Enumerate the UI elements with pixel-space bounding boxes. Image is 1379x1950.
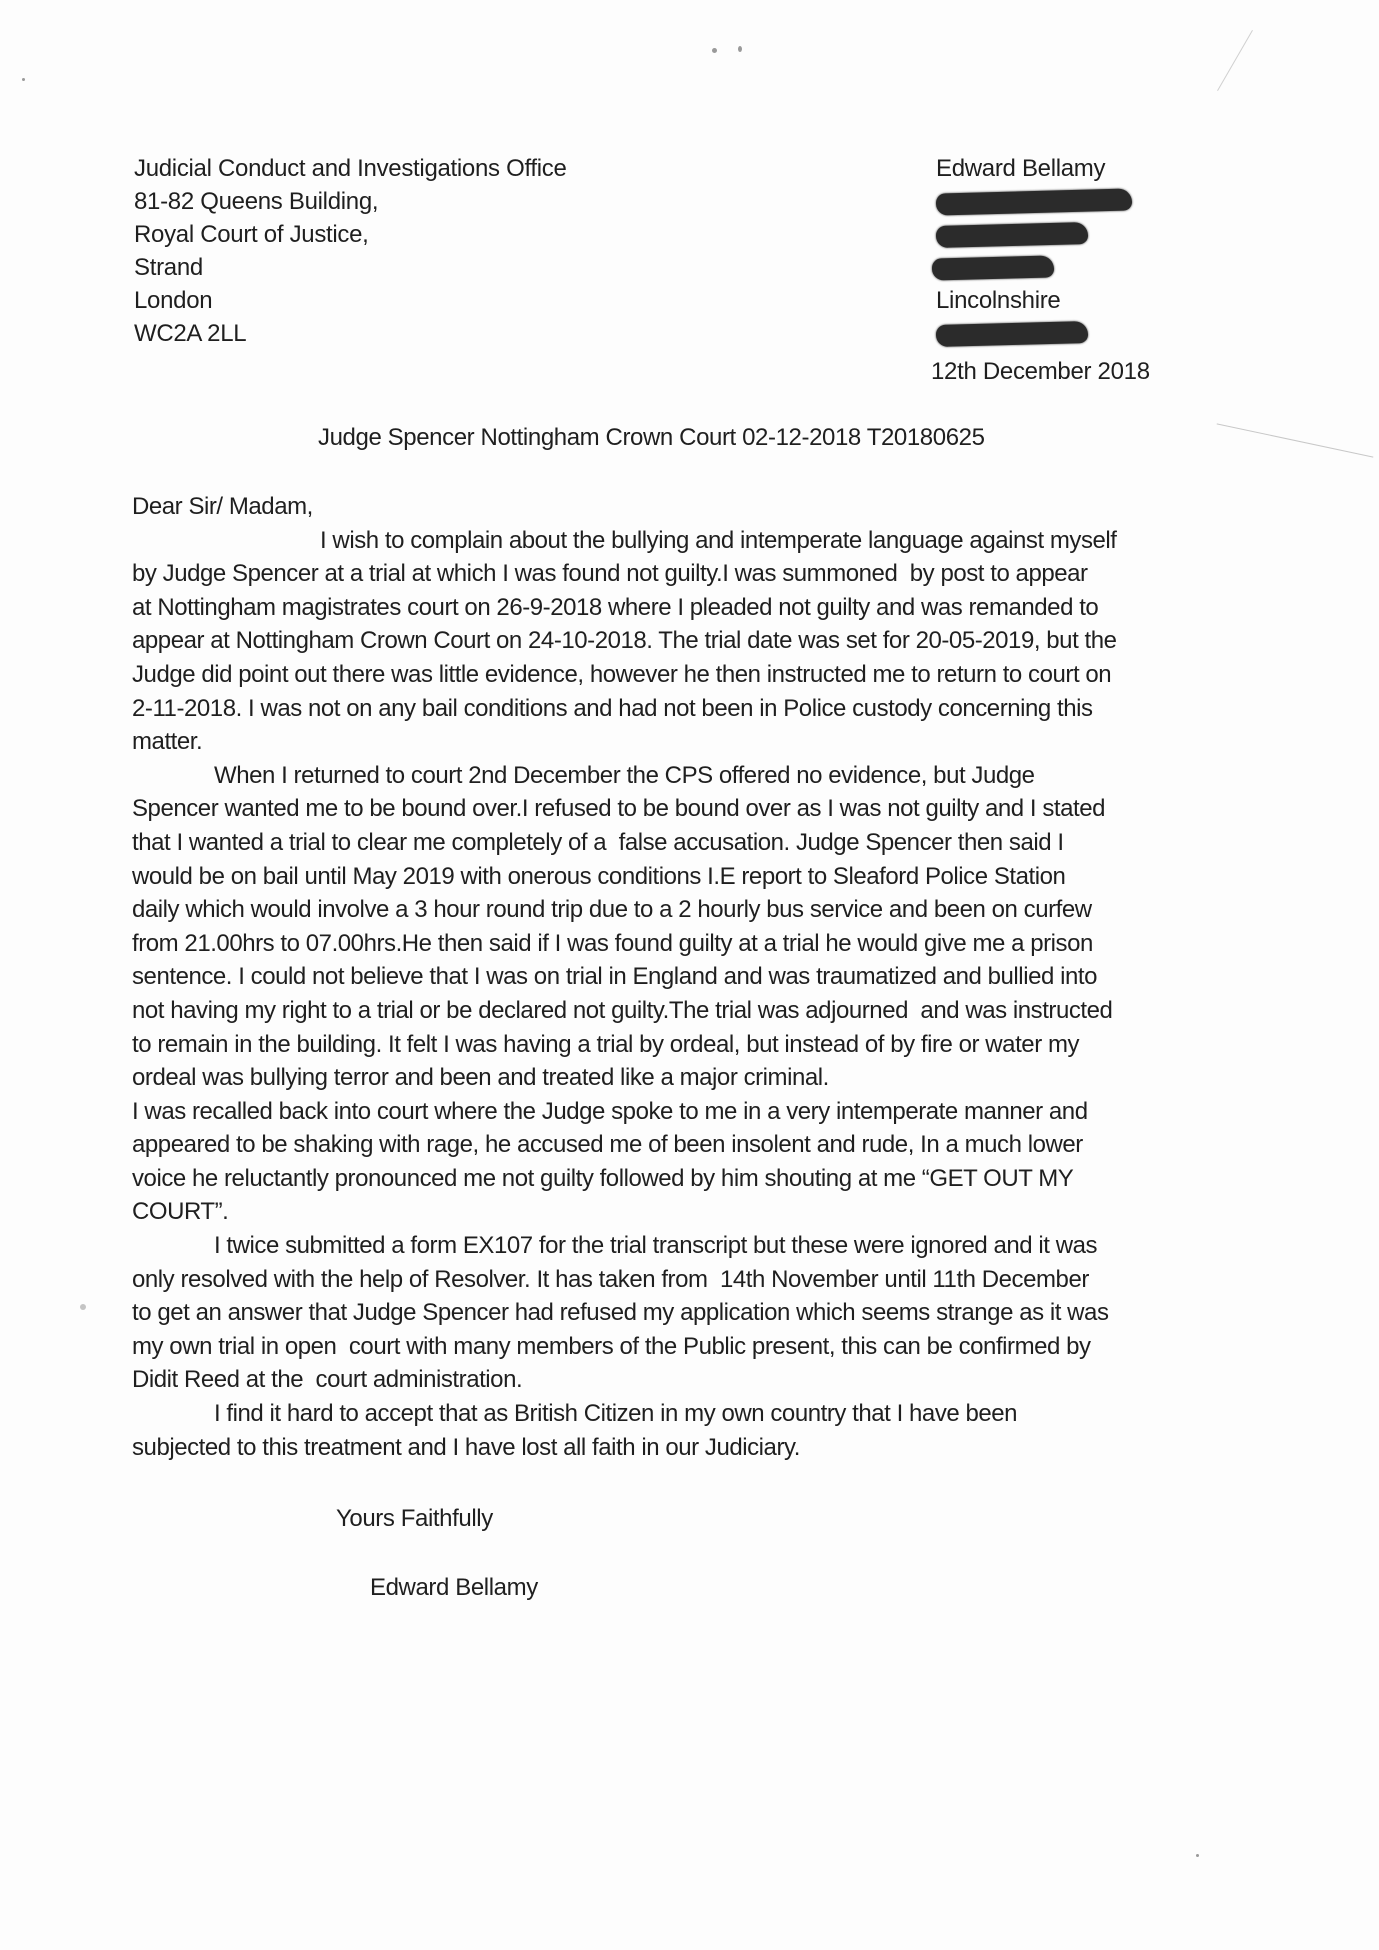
redaction-mark (936, 188, 1133, 215)
body-line: daily which would involve a 3 hour round trip due to a 2 hourly bus service and been on curfew (132, 896, 1092, 924)
body-line: sentence. I could not believe that I was on trial in England and was traumatized and bullied into (132, 963, 1097, 991)
scan-scratch (1217, 423, 1374, 457)
sender-county: Lincolnshire (936, 287, 1061, 314)
body-line: I twice submitted a form EX107 for the trial transcript but these were ignored and it was (214, 1232, 1098, 1260)
body-line: that I wanted a trial to clear me completely of a false accusation. Judge Spencer then said I (132, 828, 1064, 856)
body-line: only resolved with the help of Resolver. It has taken from 14th November until 11th December (132, 1265, 1089, 1293)
scan-speck (80, 1304, 86, 1310)
body-line: at Nottingham magistrates court on 26-9-2018 where I pleaded not guilty and was remanded to (132, 593, 1099, 621)
recipient-line: London (134, 287, 213, 314)
body-line: Didit Reed at the court administration. (132, 1366, 523, 1394)
recipient-line: Royal Court of Justice, (134, 221, 369, 248)
salutation: Dear Sir/ Madam, (132, 493, 313, 520)
scan-speck (738, 46, 742, 52)
body-line: Judge did point out there was little evidence, however he then instructed me to return to court on (132, 660, 1112, 688)
redaction-mark (936, 321, 1089, 347)
body-line: Spencer wanted me to be bound over.I refused to be bound over as I was not guilty and I stated (132, 795, 1106, 823)
body-line: my own trial in open court with many members of the Public present, this can be confirmed by (132, 1332, 1091, 1360)
body-line: 2-11-2018. I was not on any bail conditions and had not been in Police custody concerning this (132, 694, 1093, 722)
body-line: from 21.00hrs to 07.00hrs.He then said if I was found guilty at a trial he would give me a prison (132, 929, 1093, 957)
body-line: subjected to this treatment and I have lost all faith in our Judiciary. (132, 1433, 800, 1461)
body-line: COURT”. (132, 1198, 229, 1226)
scan-speck (1196, 1854, 1199, 1857)
letter-subject: Judge Spencer Nottingham Crown Court 02-12-2018 T20180625 (318, 424, 985, 451)
scan-speck (22, 78, 25, 81)
recipient-address (134, 152, 567, 350)
letter-body (132, 490, 1212, 1464)
body-line: appear at Nottingham Crown Court on 24-10-2018. The trial date was set for 20-05-2019, but the (132, 627, 1117, 655)
body-line: to get an answer that Judge Spencer had refused my application which seems strange as it was (132, 1299, 1109, 1327)
scan-speck (712, 48, 717, 53)
body-line: matter. (132, 728, 203, 756)
body-line: When I returned to court 2nd December the CPS offered no evidence, but Judge (214, 761, 1035, 789)
sender-name: Edward Bellamy (936, 155, 1106, 182)
body-line: by Judge Spencer at a trial at which I was found not guilty.I was summoned by post to appear (132, 560, 1088, 588)
scan-scratch (1217, 30, 1253, 91)
body-line: voice he reluctantly pronounced me not guilty followed by him shouting at me “GET OUT MY (132, 1164, 1074, 1192)
body-line: ordeal was bullying terror and been and treated like a major criminal. (132, 1064, 829, 1092)
recipient-line: WC2A 2LL (134, 320, 247, 347)
redaction-mark (936, 222, 1089, 248)
sender-address (936, 152, 1132, 350)
signature-name: Edward Bellamy (370, 1574, 538, 1601)
body-line: to remain in the building. It felt I was having a trial by ordeal, but instead of by fire or water my (132, 1030, 1080, 1058)
body-line: I find it hard to accept that as British Citizen in my own country that I have been (214, 1400, 1018, 1428)
recipient-line: Strand (134, 254, 203, 281)
body-line: appeared to be shaking with rage, he accused me of been insolent and rude, In a much lower (132, 1131, 1083, 1159)
letter-date: 12th December 2018 (931, 358, 1150, 385)
body-line: I was recalled back into court where the Judge spoke to me in a very intemperate manner and (132, 1097, 1088, 1125)
recipient-line: 81-82 Queens Building, (134, 188, 379, 215)
redaction-mark (932, 255, 1055, 280)
body-line: would be on bail until May 2019 with onerous conditions I.E report to Sleaford Police Station (132, 862, 1066, 890)
recipient-line: Judicial Conduct and Investigations Office (134, 155, 567, 182)
body-line: I wish to complain about the bullying and intemperate language against myself (320, 526, 1117, 554)
closing: Yours Faithfully (336, 1505, 493, 1532)
body-line: not having my right to a trial or be declared not guilty.The trial was adjourned and was instructed (132, 996, 1113, 1024)
